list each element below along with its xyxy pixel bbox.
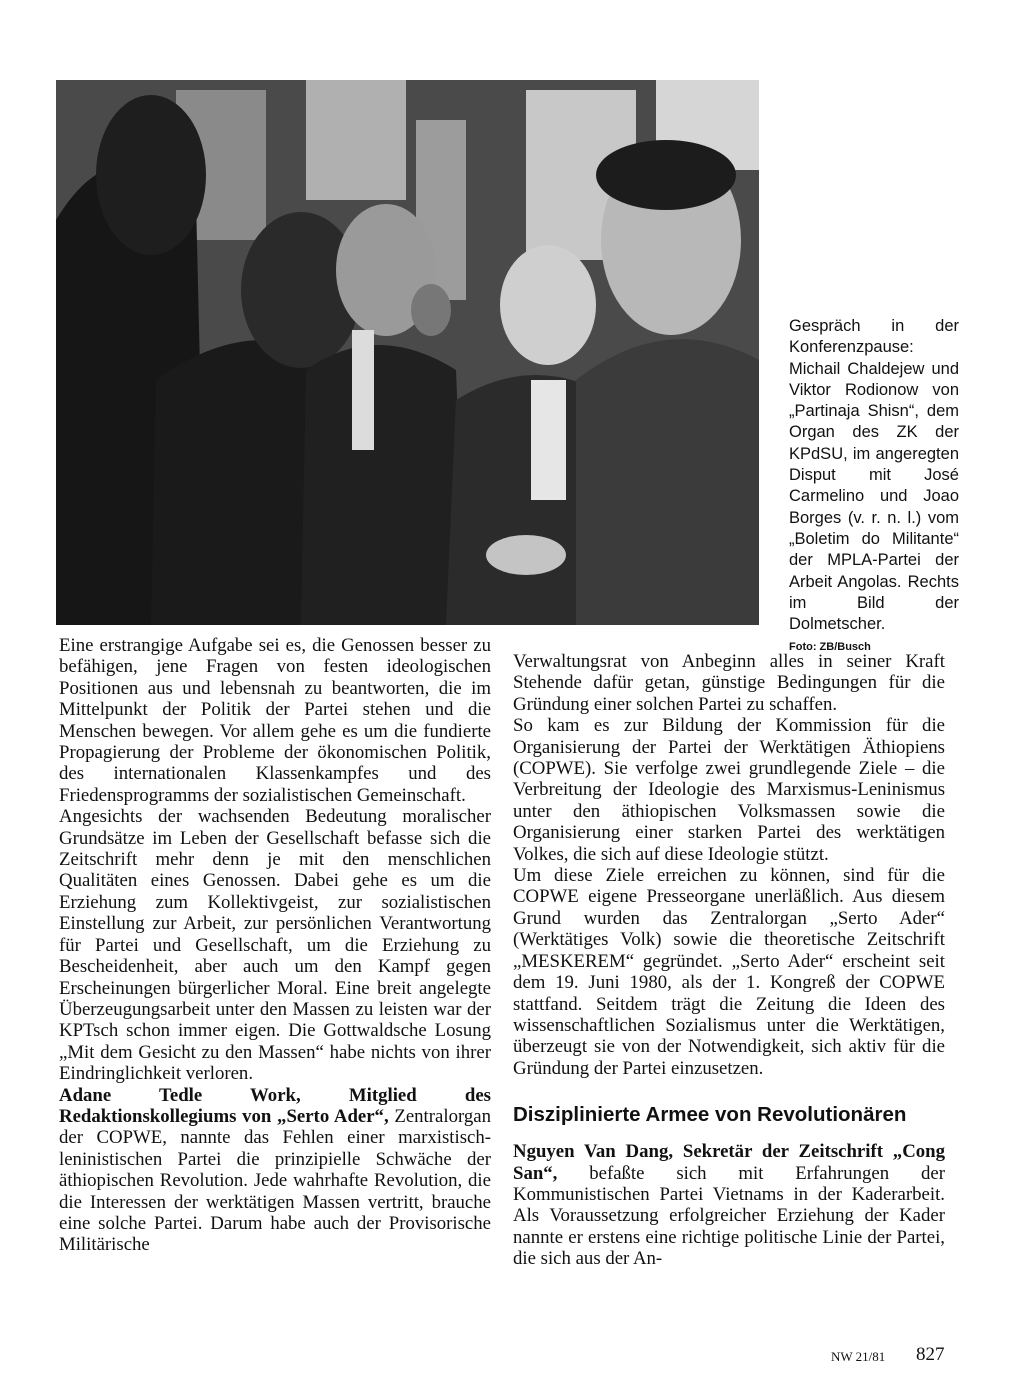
right-column	[513, 651, 945, 1270]
photo-caption	[789, 316, 959, 659]
speaker-name: Nguyen Van Dang, Sekretär der Zeitschrift „Cong San“,	[513, 1141, 945, 1184]
paragraph	[59, 1085, 491, 1256]
issue-number: NW 21/81	[831, 1349, 886, 1364]
speaker-name: Adane Tedle Work, Mitglied des Redaktionskollegiums von „Serto Ader“,	[59, 1084, 491, 1127]
left-column	[59, 635, 491, 1256]
paragraph	[513, 1141, 945, 1269]
photo-illustration	[56, 80, 759, 625]
page-number: 827	[916, 1344, 945, 1365]
section-heading: Disziplinierte Armee von Revolutionären	[513, 1103, 907, 1127]
paragraph-text: befaßte sich mit Erfahrungen der Kommunistischen Partei Vietnams in der Kaderarbeit. Als Voraussetzung erfolgreicher Erziehung der Kader nannte er erstens eine richtige politische Linie der Partei, die sich aus der An-	[513, 1162, 945, 1270]
paragraph: Verwaltungsrat von Anbeginn alles in seiner Kraft Stehende dafür getan, günstige Bedingungen für die Gründung einer solchen Partei zu schaffen.	[513, 651, 945, 715]
photo-credit: Foto: ZB/Busch	[789, 641, 871, 654]
paragraph-text: Zentralorgan der COPWE, nannte das Fehlen einer marxistisch-leninistischen Partei die prinzipielle Schwäche der äthiopischen Revolution. Jede wahrhafte Revolution, die die Interessen der werktätigen Massen vertritt, brauche eine solche Partei. Darum habe auch der Provisorische Militärische	[59, 1105, 492, 1256]
paragraph: Um diese Ziele erreichen zu können, sind für die COPWE eigene Presseorgane unerläßlich. Aus diesem Grund wurden das Zentralorgan „Serto Ader“ (Werktätiges Volk) sowie die theoretische Zeitschrift „MESKEREM“ gegründet. „Serto Ader“ erscheint seit dem 19. Juni 1980, als der 1. Kongreß der COPWE stattfand. Seitdem trägt die Zeitung die Ideen des wissenschaftlichen Sozialismus unter die Werktätigen, überzeugt sie von der Notwendigkeit, sich aktiv für die Gründung der Partei einzusetzen.	[513, 865, 945, 1079]
paragraph: Angesichts der wachsenden Bedeutung moralischer Grundsätze im Leben der Gesellschaft befasse sich die Zeitschrift mehr denn je mit den menschlichen Qualitäten eines Genossen. Dabei gehe es um die Erziehung zum Kollektivgeist, zur sozialistischen Einstellung zur Arbeit, zur persönlichen Verantwortung für Partei und Gesellschaft, um die Erziehung zu Bescheidenheit, aber auch um den Kampf gegen Erscheinungen bürgerlicher Moral. Eine breit angelegte Überzeugungsarbeit unter den Massen zu leisten war der KPTsch schon immer eigen. Die Gottwaldsche Losung „Mit dem Gesicht zu den Massen“ habe nichts von ihrer Eindringlichkeit verloren.	[59, 806, 491, 1085]
caption-text: Gespräch in der Konferenzpause: Michail Chaldejew und Viktor Rodionow von „Partinaja Shisn“, dem Organ des ZK der KPdSU, im angeregten Disput mit José Carmelino und Joao Borges (v. r. n. l.) vom „Boletim do Militante“ der MPLA-Partei der Arbeit Angolas. Rechts im Bild der Dolmetscher.	[789, 317, 959, 634]
paragraph: So kam es zur Bildung der Kommission für die Organisierung der Partei der Werktätigen Äthiopiens (COPWE). Sie verfolge zwei grundlegende Ziele – die Verbreitung der Ideologie des Marxismus-Leninismus unter den äthiopischen Volksmassen sowie die Organisierung einer starken Partei des werktätigen Volkes, die sich auf diese Ideologie stützt.	[513, 715, 945, 865]
paragraph: Eine erstrangige Aufgabe sei es, die Genossen besser zu befähigen, jene Fragen von festen ideologischen Positionen aus und lebensnah zu beantworten, die im Mittelpunkt der Politik der Partei stehen und die Menschen bewegen. Vor allem gehe es um die fundierte Propagierung der Probleme der ökonomischen Politik, des internationalen Klassenkampfes und des Friedensprogramms der sozialistischen Gemeinschaft.	[59, 635, 491, 806]
press-photo	[56, 80, 759, 625]
